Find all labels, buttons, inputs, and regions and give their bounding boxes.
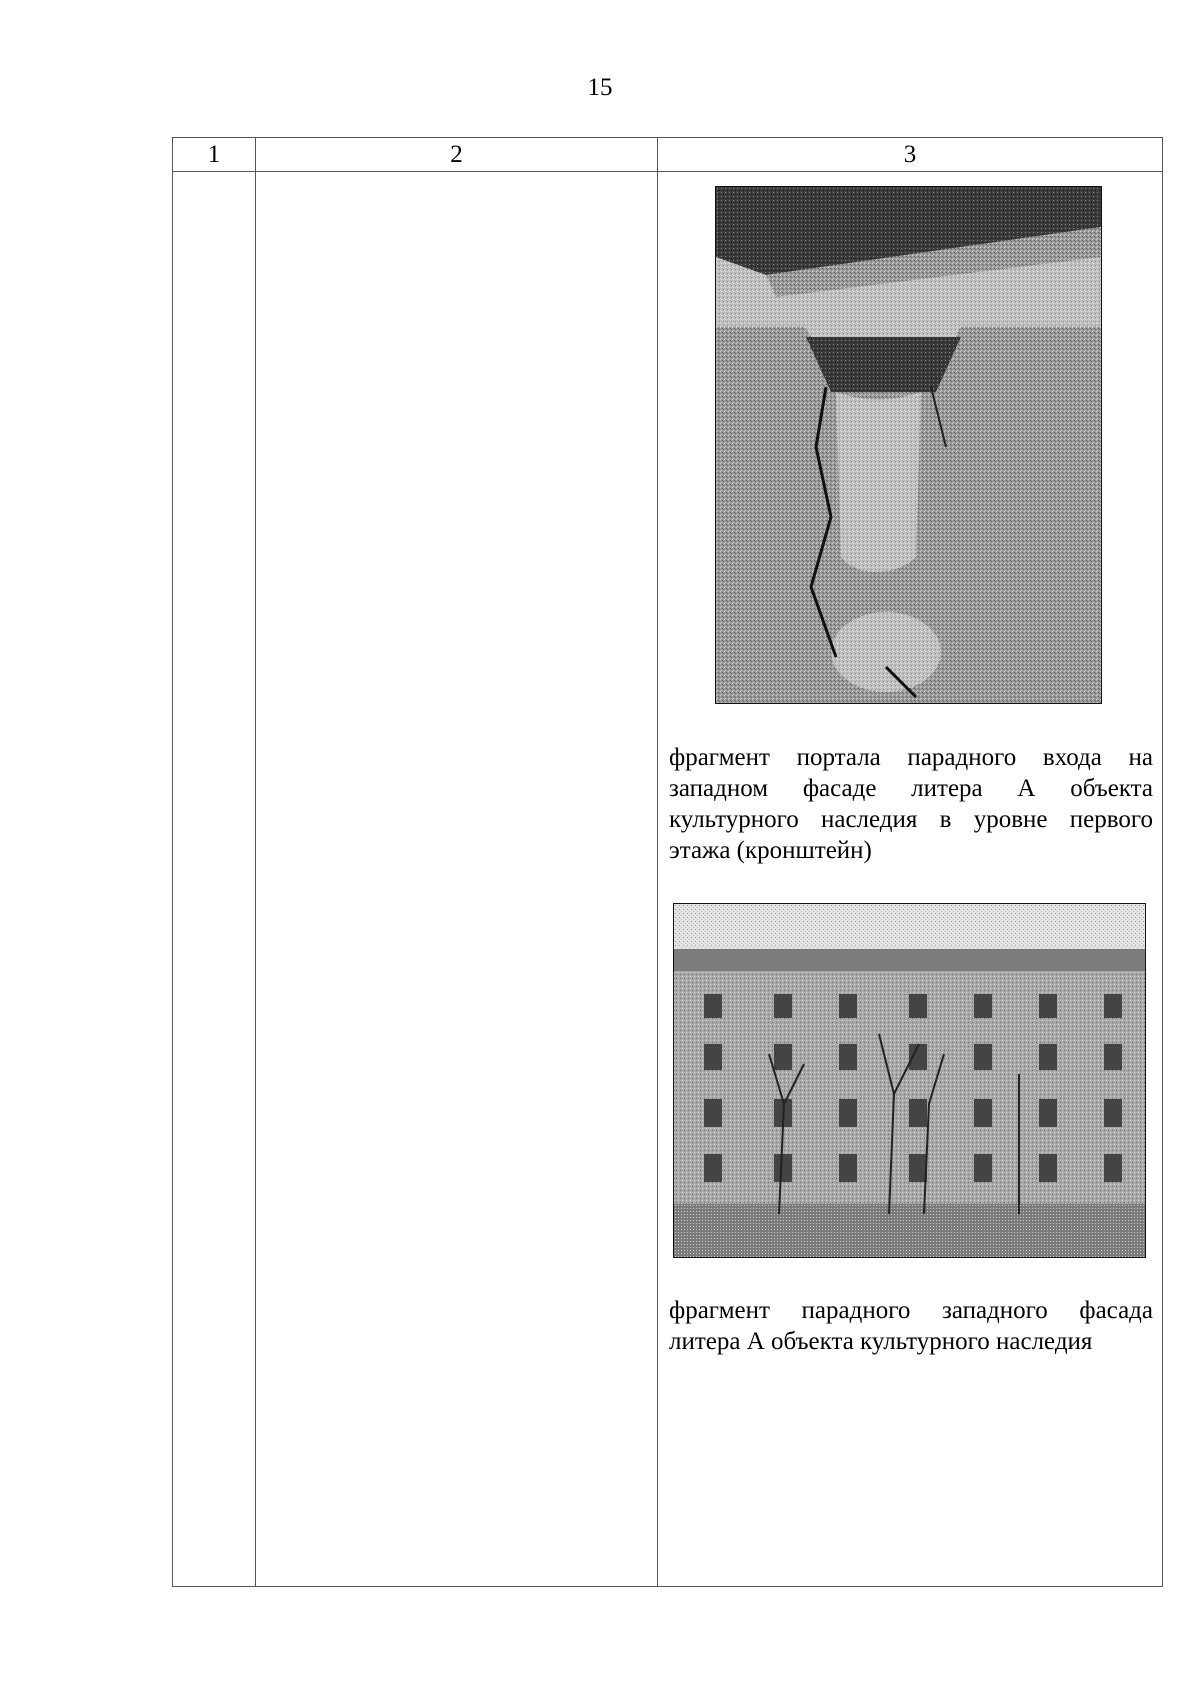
table-row (173, 172, 1163, 1587)
column-header-2: 2 (256, 138, 658, 172)
photo-caption: фрагмент парадного западного фасада литера А объекта культурного наследия (669, 1297, 1153, 1355)
bracket-photo (715, 186, 1102, 704)
table-header-row (173, 138, 1163, 172)
cell-column-2 (256, 172, 658, 1587)
facade-photo (673, 903, 1146, 1258)
column-header-3: 3 (658, 138, 1163, 172)
page-number: 15 (587, 74, 613, 101)
cell-column-1 (173, 172, 256, 1587)
column-header-1: 1 (173, 138, 256, 172)
document-table (172, 137, 1163, 1587)
cell-column-3 (658, 172, 1163, 1587)
photo-caption: фрагмент портала парадного входа на западном фасаде литера А объекта культурного наследия в уровне первого этажа (кронштейн) (669, 744, 1153, 864)
